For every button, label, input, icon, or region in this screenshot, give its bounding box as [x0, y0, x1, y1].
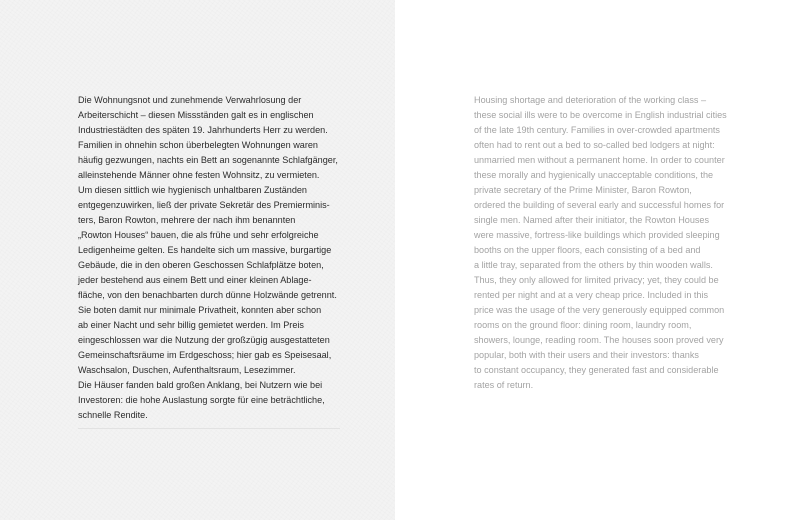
text-line: these social ills were to be overcome in English industrial cities: [474, 110, 727, 120]
text-line: Investoren: die hohe Auslastung sorgte für eine beträchtliche,: [78, 395, 325, 405]
text-line: Die Wohnungsnot und zunehmende Verwahrlosung der: [78, 95, 302, 105]
text-line: ab einer Nacht und sehr billig gemietet werden. Im Preis: [78, 320, 304, 330]
text-line: schnelle Rendite.: [78, 410, 148, 420]
text-line: to constant occupancy, they generated fast and considerable: [474, 365, 719, 375]
text-line: booths on the upper floors, each consisting of a bed and: [474, 245, 701, 255]
text-line: alleinstehende Männer ohne festen Wohnsitz, zu vermieten.: [78, 170, 320, 180]
text-line: Industriestädten des späten 19. Jahrhunderts Herr zu werden.: [78, 125, 328, 135]
text-line: popular, both with their users and their investors: thanks: [474, 350, 699, 360]
text-line: Familien in ohnehin schon überbelegten Wohnungen waren: [78, 140, 318, 150]
text-line: rates of return.: [474, 380, 534, 390]
text-line: rented per night and at a very cheap price. Included in this: [474, 290, 709, 300]
text-line: Sie boten damit nur minimale Privatheit, konnten aber schon: [78, 305, 322, 315]
text-line: häufig gezwungen, nachts ein Bett an sogenannte Schlafgänger,: [78, 155, 338, 165]
text-line: often had to rent out a bed to so-called bed lodgers at night:: [474, 140, 715, 150]
text-line: Housing shortage and deterioration of the working class –: [474, 95, 707, 105]
page-divider-rule: [78, 428, 340, 429]
text-line: ters, Baron Rowton, mehrere der nach ihm benannten: [78, 215, 296, 225]
text-line: rooms on the ground floor: dining room, laundry room,: [474, 320, 692, 330]
text-line: Die Häuser fanden bald großen Anklang, bei Nutzern wie bei: [78, 380, 323, 390]
text-line: these morally and hygienically unacceptable conditions, the: [474, 170, 714, 180]
text-line: Gebäude, die in den oberen Geschossen Schlafplätze boten,: [78, 260, 324, 270]
text-line: „Rowton Houses“ bauen, die als frühe und sehr erfolgreiche: [78, 230, 319, 240]
text-line: jeder bestehend aus einem Bett und einer kleinen Ablage-: [78, 275, 312, 285]
text-line: were massive, fortress-like buildings which provided sleeping: [474, 230, 720, 240]
text-line: Um diesen sittlich wie hygienisch unhaltbaren Zuständen: [78, 185, 307, 195]
text-line: fläche, von den benachbarten durch dünne Holzwände getrennt.: [78, 290, 337, 300]
text-line: Gemeinschaftsräume im Erdgeschoss; hier gab es Speisesaal,: [78, 350, 332, 360]
text-line: eingeschlossen war die Nutzung der großzügig ausgestatteten: [78, 335, 330, 345]
text-line: showers, lounge, reading room. The houses soon proved very: [474, 335, 724, 345]
text-line: private secretary of the Prime Minister, Baron Rowton,: [474, 185, 692, 195]
text-line: Ledigenheime gelten. Es handelte sich um massive, burgartige: [78, 245, 332, 255]
text-line: a little tray, separated from the others by thin wooden walls.: [474, 260, 713, 270]
text-line: ordered the building of several early and successful homes for: [474, 200, 725, 210]
text-line: unmarried men without a permanent home. In order to counter: [474, 155, 725, 165]
text-line: Arbeiterschicht – diesen Missständen galt es in englischen: [78, 110, 314, 120]
text-line: Thus, they only allowed for limited privacy; yet, they could be: [474, 275, 719, 285]
text-line: price was the usage of the very generously equipped common: [474, 305, 725, 315]
english-text-block: [474, 93, 727, 393]
text-line: Waschsalon, Duschen, Aufenthaltsraum, Lesezimmer.: [78, 365, 296, 375]
german-text-block: [78, 93, 338, 423]
text-line: entgegenzuwirken, ließ der private Sekretär des Premierminis-: [78, 200, 330, 210]
text-line: single men. Named after their initiator, the Rowton Houses: [474, 215, 710, 225]
text-line: of the late 19th century. Families in over-crowded apartments: [474, 125, 720, 135]
